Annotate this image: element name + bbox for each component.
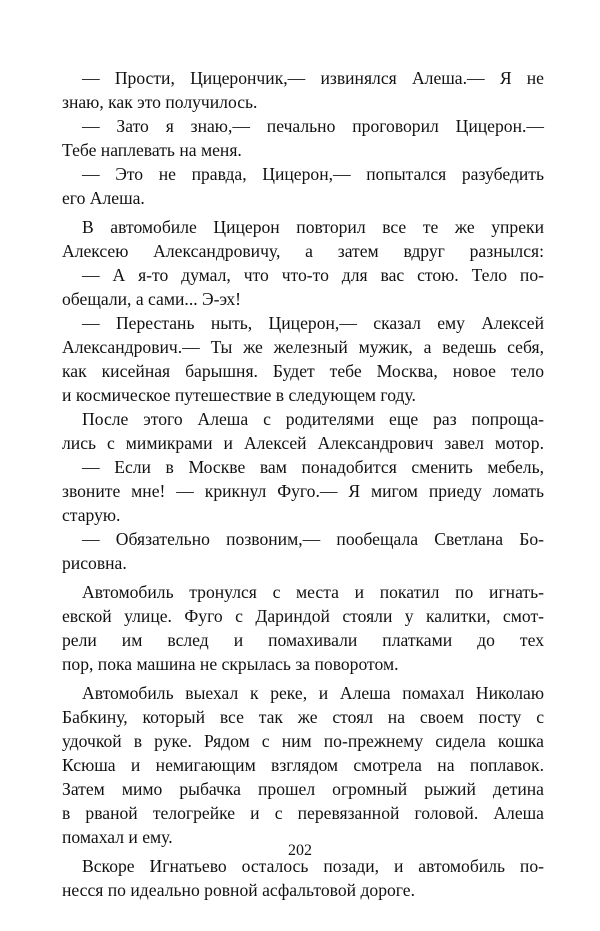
paragraph — [62, 263, 544, 311]
text-line: знаю, как это получилось. — [62, 92, 258, 112]
page-body — [62, 66, 544, 902]
text-line: — Зато я знаю,— печально проговорил Цицерон.— — [82, 116, 544, 136]
text-line: рисовна. — [62, 553, 127, 573]
text-line: помахал и ему. — [62, 827, 173, 847]
paragraph — [62, 407, 544, 455]
text-line: — Прости, Цицерончик,— извинялся Алеша.— Я не — [82, 68, 544, 88]
text-line: евской улице. Фуго с Дариндой стояли у калитки, смот- — [62, 606, 544, 626]
text-line: рели им вслед и помахивали платками до тех — [62, 630, 544, 650]
text-line: его Алеша. — [62, 188, 145, 208]
text-line: старую. — [62, 505, 121, 525]
text-line: В автомобиле Цицерон повторил все те же упреки — [82, 217, 544, 237]
text-line: обещали, а сами... Э-эх! — [62, 289, 242, 309]
text-line: звоните мне! — крикнул Фуго.— Я мигом приеду ломать — [62, 481, 544, 501]
paragraph — [62, 66, 544, 114]
text-line: Затем мимо рыбачка прошел огромный рыжий детина — [62, 779, 544, 799]
text-line: Бабкину, который все так же стоял на своем посту с — [62, 707, 544, 727]
paragraph — [62, 527, 544, 575]
text-line: — А я-то думал, что что-то для вас стою. Тело по- — [82, 265, 544, 285]
text-line: пор, пока машина не скрылась за поворотом. — [62, 654, 399, 674]
text-line: удочкой в руке. Рядом с ним по-прежнему сидела кошка — [62, 731, 544, 751]
text-line: — Если в Москве вам понадобится сменить мебель, — [82, 457, 544, 477]
paragraph — [62, 580, 544, 676]
text-line: и космическое путешествие в следующем году. — [62, 385, 416, 405]
paragraph — [62, 311, 544, 407]
text-line: Вскоре Игнатьево осталось позади, и автомобиль по- — [82, 856, 544, 876]
text-line: несся по идеально ровной асфальтовой дороге. — [62, 880, 415, 900]
paragraph — [62, 681, 544, 849]
paragraph — [62, 162, 544, 210]
text-line: в рваной телогрейке и с перевязанной головой. Алеша — [62, 803, 544, 823]
text-line: Ксюша и немигающим взглядом смотрела на поплавок. — [62, 755, 544, 775]
text-line: Автомобиль тронулся с места и покатил по игнать- — [82, 582, 544, 602]
paragraph — [62, 854, 544, 902]
text-line: Тебе наплевать на меня. — [62, 140, 242, 160]
text-line: — Это не правда, Цицерон,— попытался разубедить — [82, 164, 544, 184]
text-line: Автомобиль выехал к реке, и Алеша помахал Николаю — [82, 683, 544, 703]
text-line: После этого Алеша с родителями еще раз попроща- — [82, 409, 544, 429]
text-line: Александрович.— Ты же железный мужик, а ведешь себя, — [62, 337, 544, 357]
text-line: Алексею Александровичу, а затем вдруг разнылся: — [62, 241, 544, 261]
text-line: лись с мимикрами и Алексей Александрович завел мотор. — [62, 433, 544, 453]
text-line: — Перестань ныть, Цицерон,— сказал ему Алексей — [82, 313, 544, 333]
paragraph — [62, 215, 544, 263]
paragraph — [62, 114, 544, 162]
paragraph — [62, 455, 544, 527]
text-line: — Обязательно позвоним,— пообещала Светлана Бо- — [82, 529, 544, 549]
page-number: 202 — [288, 842, 312, 859]
text-line: как кисейная барышня. Будет тебе Москва, новое тело — [62, 361, 544, 381]
